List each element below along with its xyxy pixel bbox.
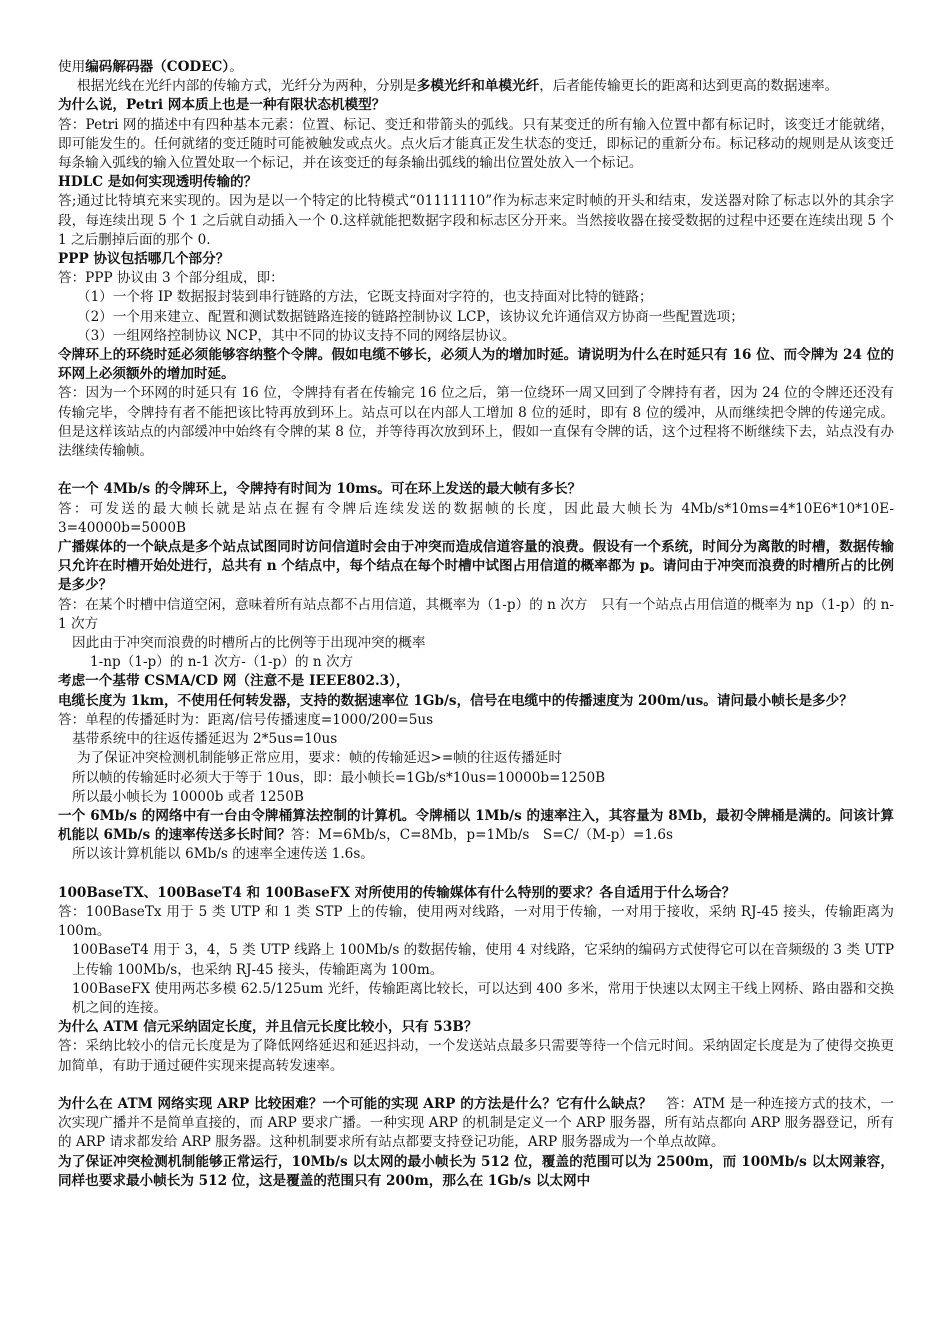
answer-csma-1: 答：单程的传播延时为：距离/信号传播速度=1000/200=5us xyxy=(58,711,434,728)
blank-line xyxy=(58,865,894,884)
bold-term-codec: 编码解码器（CODEC） xyxy=(85,59,230,75)
question-100base: 100BaseTX、100BaseT4 和 100BaseFX 对所使用的传输媒体有什么特别的要求？各自适用于什么场合？ xyxy=(58,884,736,901)
question-token-ring: 令牌环上的环绕时延必须能够容纳整个令牌。假如电缆不够长，必须人为的增加时延。请说明为什么在时延只有 16 位、而令牌为 24 位的环网上必须额外的增加时延。 xyxy=(58,347,894,383)
answer-max-frame: 答：可发送的最大帧长就是站点在握有令牌后连续发送的数据帧的长度，因此最大帧长为 4Mb/s*10ms=4*10E6*10*10E-3=40000b=5000B xyxy=(58,500,894,536)
blank-line xyxy=(58,461,894,480)
answer-100base-tx: 答：100BaseTx 用于 5 类 UTP 和 1 类 STP 上的传输，使用两对线路，一对用于传输，一对用于接收，采纳 RJ-45 接头，传输距离为 100m。 xyxy=(58,903,894,940)
ppp-item-3: （3）一组网络控制协议 NCP，其中不同的协议支持不同的网络层协议。 xyxy=(77,327,516,344)
answer-broadcast-formula: 1-np（1-p）的 n-1 次方-（1-p）的 n 次方 xyxy=(90,654,354,671)
answer-100base-fx: 100BaseFX 使用两芯多模 62.5/125um 光纤，传输距离比较长，可以达到 400 多米，常用于快速以太网主干线上网桥、路由器和交换机之间的连接。 xyxy=(72,980,894,1016)
question-petri: 为什么说，Petri 网本质上也是一种有限状态机模型？ xyxy=(58,97,386,114)
answer-petri: 答：Petri 网的描述中有四种基本元素：位置、标记、变迁和带箭头的弧线。只有某变迁的所有输入位置中都有标记时，该变迁才能就绪，即可能发生的。任何就绪的变迁随时可能被触发或点火。点火后才能真正发生状态的变迁，即标记的重新分布。标记移动的规则是从该变迁每条输入弧线的输入位置处取一个标记，并在该变迁的每条输出弧线的输出位置处放入一个标记。 xyxy=(58,116,894,172)
question-token-bucket xyxy=(58,807,894,845)
question-atm-arp xyxy=(58,1095,894,1153)
blank-line xyxy=(58,1076,894,1095)
question-gigabit-ethernet: 为了保证冲突检测机制能够正常运行，10Mb/s 以太网的最小帧长为 512 位，覆盖的范围可以为 2500m，而 100Mb/s 以太网兼容，同样也要求最小帧长为 512 位，这是覆盖的范围只有 200m，那么在 1Gb/s 以太网中 xyxy=(58,1153,894,1189)
question-broadcast: 广播媒体的一个缺点是多个站点试图同时访问信道时会由于冲突而造成信道容量的浪费。假设有一个系统，时间分为离散的时槽，数据传输只允许在时槽开始处进行，总共有 n 个结点中，每个结点在每个时槽中试图占用信道的概率都为 p。请问由于冲突而浪费的时槽所占的比例是多少？ xyxy=(58,539,894,594)
intro-line-codec xyxy=(58,58,894,77)
answer-atm-arp: 答：ATM 是一种连接方式的技术，一次实现广播并不是简单直接的，而 ARP 要求广播。一种实现 ARP 的机制是定义一个 ARP 服务器，所有站点都向 ARP 服务器登记，所有的 ARP 请求都发给 ARP 服务器。这种机制要求所有站点都要支持登记功能，ARP 服务器成为一个单点故障。 xyxy=(58,1095,894,1151)
document-page xyxy=(58,58,894,1191)
question-csma-1: 考虑一个基带 CSMA/CD 网（注意不是 IEEE802.3）， xyxy=(58,673,410,690)
text-run: 根据光线在光纤内部的传输方式，光纤分为两种，分别是 xyxy=(77,78,417,95)
answer-csma-4: 所以帧的传输延时必须大于等于 10us，即：最小帧长=1Gb/s*10us=10000b=1250B xyxy=(72,769,606,786)
answer-token-bucket: 答：M=6Mb/s，C=8Mb，p=1Mb/s S=C/（M-p）=1.6s xyxy=(290,827,673,844)
question-max-frame: 在一个 4Mb/s 的令牌环上，令牌持有时间为 10ms。可在环上发送的最大帧有多长？ xyxy=(58,481,582,498)
ppp-item-2: （2）一个用来建立、配置和测试数据链路连接的链路控制协议 LCP，该协议允许通信双方协商一些配置选项； xyxy=(77,308,744,325)
answer-atm-cell: 答：采纳比较小的信元长度是为了降低网络延迟和延迟抖动，一个发送站点最多只需要等待一个信元时间。采纳固定长度是为了使得交换更加简单，有助于通过硬件实现来提高转发速率。 xyxy=(58,1038,894,1074)
answer-broadcast-2: 因此由于冲突而浪费的时槽所占的比例等于出现冲突的概率 xyxy=(72,635,426,652)
question-atm-arp-text: 为什么在 ATM 网络实现 ARP 比较困难？一个可能的实现 ARP 的方法是什么？它有什么缺点？ xyxy=(58,1095,653,1112)
intro-line-fiber xyxy=(58,77,894,96)
question-atm-cell: 为什么 ATM 信元采纳固定长度，并且信元长度比较小，只有 53B？ xyxy=(58,1019,478,1036)
question-hdlc: HDLC 是如何实现透明传输的？ xyxy=(58,174,258,191)
answer-csma-2: 基带系统中的往返传播延迟为 2*5us=10us xyxy=(72,731,338,748)
question-token-bucket-text: 一个 6Mb/s 的网络中有一台由令牌桶算法控制的计算机。令牌桶以 1Mb/s 的速率注入，其容量为 8Mb，最初令牌桶是满的。问该计算机能以 6Mb/s 的速率传送多长时间？ xyxy=(58,807,894,844)
text-run: 使用 xyxy=(58,59,86,75)
ppp-item-1: （1）一个将 IP 数据报封装到串行链路的方法，它既支持面对字符的，也支持面对比特的链路； xyxy=(77,289,653,306)
question-ppp: PPP 协议包括哪几个部分？ xyxy=(58,251,230,268)
answer-csma-3: 为了保证冲突检测机制能够正常应用，要求：帧的传输延迟>=帧的往返传播延时 xyxy=(77,750,562,767)
answer-csma-5: 所以最小帧长为 10000b 或者 1250B xyxy=(72,788,304,805)
text-run: ，后者能传输更长的距离和达到更高的数据速率。 xyxy=(539,78,839,95)
text-run: 。 xyxy=(229,59,243,75)
answer-hdlc: 答;通过比特填充来实现的。因为是以一个特定的比特模式“01111110”作为标志来定时帧的开头和结束，发送器对除了标志以外的其余字段，每连续出现 5 个 1 之后就自动插入一个 0.这样就能把数据字段和标志区分开来。当然接收器在接受数据的过程中还要在连续出现 5 个 1 之后删掉后面的那个 0. xyxy=(58,193,894,248)
answer-token-bucket-2: 所以该计算机能以 6Mb/s 的速率全速传送 1.6s。 xyxy=(72,846,374,863)
answer-token-ring: 答：因为一个环网的时延只有 16 位，令牌持有者在传输完 16 位之后，第一位绕环一周又回到了令牌持有者，因为 24 位的令牌还还没有传输完毕，令牌持有者不能把该比特再放到环上。站点可以在内部人工增加 8 位的延时，即有 8 位的缓冲，从而继续把令牌的传递完成。但是这样该站点的内部缓冲中始终有令牌的某 8 位，并等待再次放到环上，假如一直保有令牌的话，这个过程将不断继续下去，站点没有办法继续传输帧。 xyxy=(58,385,894,460)
answer-ppp: 答：PPP 协议由 3 个部分组成，即： xyxy=(58,270,284,287)
question-csma-2: 电缆长度为 1km，不使用任何转发器，支持的数据速率位 1Gb/s，信号在电缆中的传播速度为 200m/us。请问最小帧长是多少？ xyxy=(58,692,853,709)
bold-term-fiber: 多模光纤和单模光纤 xyxy=(416,78,540,95)
answer-broadcast: 答：在某个时槽中信道空闲，意味着所有站点都不占用信道，其概率为（1-p）的 n 次方 只有一个站点占用信道的概率为 np（1-p）的 n-1 次方 xyxy=(58,596,894,632)
answer-100base-t4: 100BaseT4 用于 3，4，5 类 UTP 线路上 100Mb/s 的数据传输，使用 4 对线路，它采纳的编码方式使得它可以在音频级的 3 类 UTP 上传输 100Mb/s，也采纳 RJ-45 接头，传输距离为 100m。 xyxy=(72,942,894,978)
